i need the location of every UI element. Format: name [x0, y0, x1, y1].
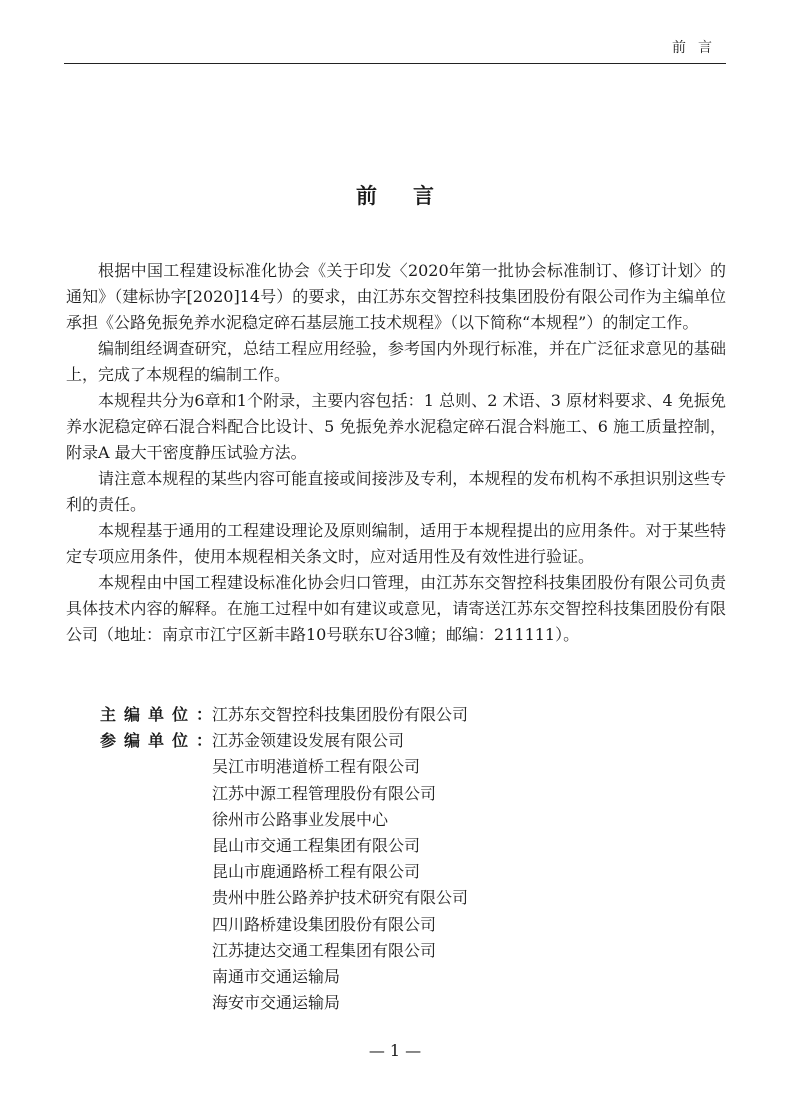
participant-unit: 昆山市鹿通路桥工程有限公司	[212, 862, 421, 882]
chief-editor-label: 主编单位	[100, 705, 197, 724]
page-number: — 1 —	[368, 1041, 422, 1060]
chief-editor-unit: 江苏东交智控科技集团股份有限公司	[212, 705, 469, 724]
participant-unit: 昆山市交通工程集团有限公司	[212, 836, 421, 856]
participant-unit: 江苏捷达交通工程集团有限公司	[212, 940, 437, 960]
paragraph-3: 本规程共分为6章和1个附录，主要内容包括：1 总则、2 术语、3 原材料要求、4 免振免养水泥稳定碎石混合料配合比设计、5 免振免养水泥稳定碎石混合料施工、6 施工质量控制，附录A 最大干密度静压试验方法。	[66, 391, 726, 462]
paragraph-2: 编制组经调查研究，总结工程应用经验，参考国内外现行标准，并在广泛征求意见的基础上，完成了本规程的编制工作。	[66, 339, 726, 384]
participant-unit: 四川路桥建设集团股份有限公司	[212, 914, 437, 934]
participant-unit: 吴江市明港道桥工程有限公司	[212, 757, 421, 777]
paragraph-6: 本规程由中国工程建设标准化协会归口管理，由江苏东交智控科技集团股份有限公司负责具体技术内容的解释。在施工过程中如有建议或意见，请寄送江苏东交智控科技集团股份有限公司（地址：南京市江宁区新丰路10号联东U谷3幢；邮编：211111）。	[66, 573, 726, 644]
page-title: 前言	[356, 184, 470, 208]
participants-label: 参编单位	[100, 731, 197, 751]
participants-sep: ：	[196, 731, 213, 751]
participant-unit: 徐州市公路事业发展中心	[212, 809, 389, 829]
paragraph-5: 本规程基于通用的工程建设理论及原则编制，适用于本规程提出的应用条件。对于某些特定专项应用条件，使用本规程相关条文时，应对适用性及有效性进行验证。	[66, 521, 726, 566]
paragraph-1: 根据中国工程建设标准化协会《关于印发〈2020年第一批协会标准制订、修订计划〉的通知》（建标协字[2020]14号）的要求，由江苏东交智控科技集团股份有限公司作为主编单位承担《公路免振免养水泥稳定碎石基层施工技术规程》（以下简称“本规程”）的制定工作。	[66, 261, 726, 332]
participants-row	[100, 728, 468, 1016]
chief-editor-row	[100, 702, 468, 728]
participant-unit: 贵州中胜公路养护技术研究有限公司	[212, 888, 469, 908]
editor-units	[100, 702, 468, 1016]
participant-unit: 南通市交通运输局	[212, 967, 341, 987]
participant-unit: 江苏中源工程管理股份有限公司	[212, 783, 437, 803]
paragraph-4: 请注意本规程的某些内容可能直接或间接涉及专利，本规程的发布机构不承担识别这些专利的责任。	[66, 469, 726, 514]
participants-list	[212, 728, 468, 1016]
participant-unit: 海安市交通运输局	[212, 993, 341, 1013]
header-rule	[64, 63, 726, 64]
body-text	[66, 258, 726, 648]
participant-unit: 江苏金领建设发展有限公司	[212, 731, 405, 751]
running-header-title: 前言	[672, 40, 724, 56]
chief-editor-sep: ：	[196, 705, 213, 724]
